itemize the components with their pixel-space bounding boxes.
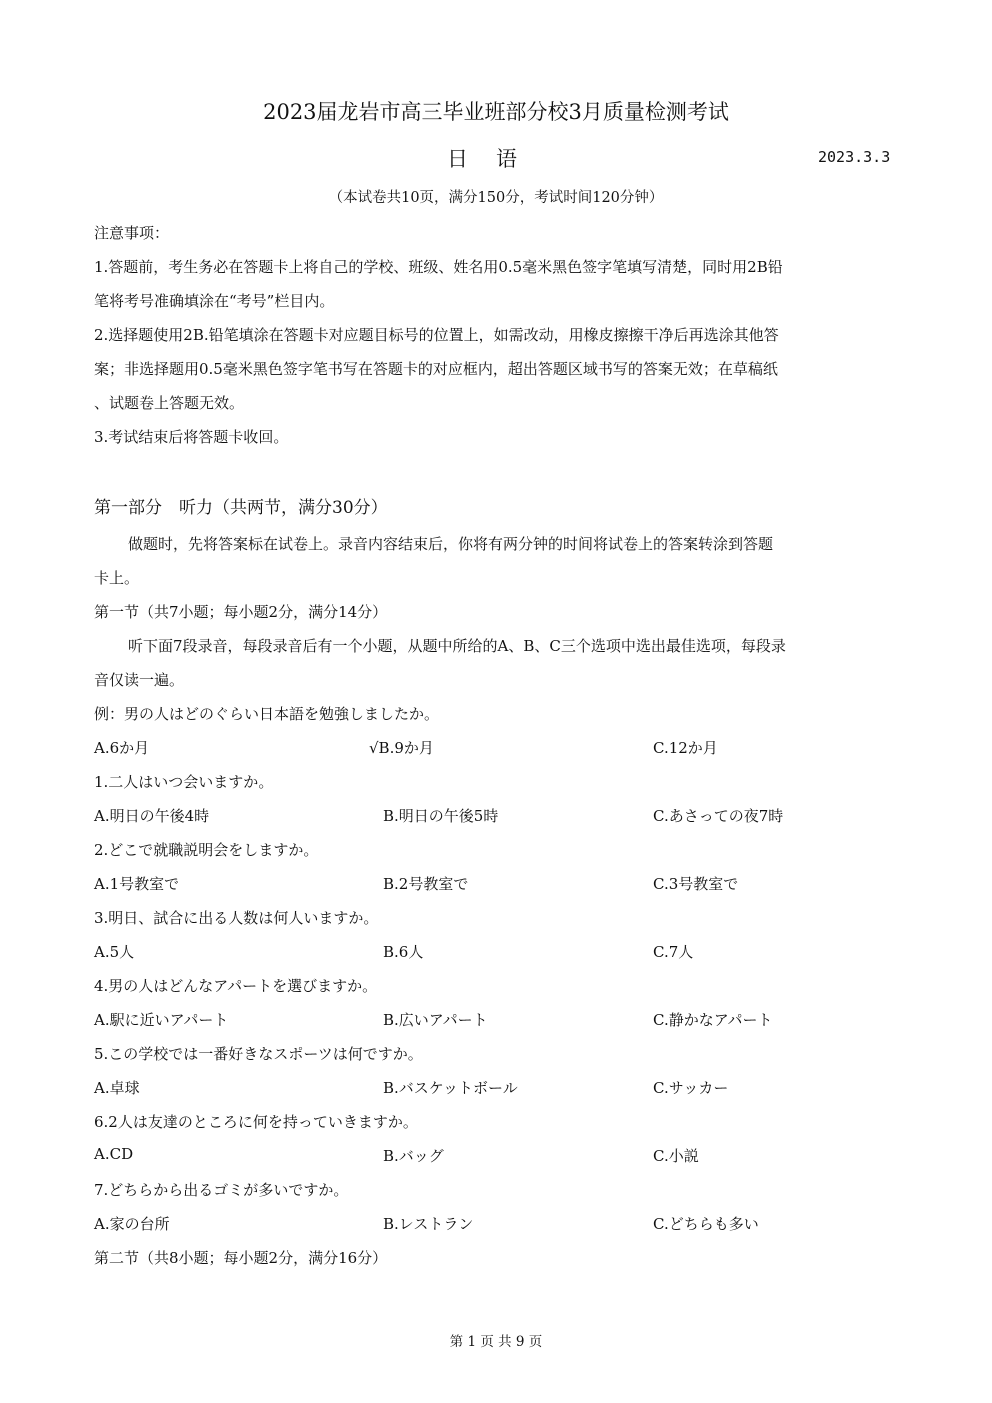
question-7-option-a: A.家の台所 <box>94 1215 170 1233</box>
question-5-option-c: C.サッカー <box>653 1079 729 1097</box>
question-3-option-c: C.7人 <box>653 943 694 961</box>
question-7: 7.どちらから出るゴミが多いですか。 <box>94 1181 349 1199</box>
section1-heading: 第一节（共7小题；每小题2分，满分14分） <box>94 603 388 621</box>
section1-intro-line-1: 听下面7段录音，每段录音后有一个小题，从题中所给的A、B、C三个选项中选出最佳选项，每段录 <box>128 637 786 655</box>
question-3-option-b: B.6人 <box>383 943 424 961</box>
example-option-c: C.12か月 <box>653 739 718 757</box>
page-number: 第 1 页 共 9 页 <box>449 1334 543 1350</box>
notice-item-1-line-1: 1.答题前，考生务必在答题卡上将自己的学校、班级、姓名用0.5毫米黑色签字笔填写清楚，同时用2B铅 <box>94 258 783 276</box>
question-3-option-a: A.5人 <box>94 943 135 961</box>
notice-item-1-line-2: 笔将考号准确填涂在“考号”栏目内。 <box>94 292 335 310</box>
question-5: 5.この学校では一番好きなスポーツは何ですか。 <box>94 1045 423 1063</box>
question-1-option-c: C.あさっての夜7時 <box>653 807 784 825</box>
part1-intro-line-2: 卡上。 <box>94 569 140 587</box>
question-1-option-b: B.明日の午後5時 <box>383 807 499 825</box>
example-option-a: A.6か月 <box>94 739 150 757</box>
question-4: 4.男の人はどんなアパートを選びますか。 <box>94 977 378 995</box>
question-7-option-c: C.どちらも多い <box>653 1215 759 1233</box>
question-4-option-a: A.駅に近いアパート <box>94 1011 229 1029</box>
question-6-option-a: A.CD <box>94 1145 134 1163</box>
notice-item-2-line-2: 案；非选择题用0.5毫米黑色签字笔书写在答题卡的对应框内，超出答题区域书写的答案无效；在草稿纸 <box>94 360 778 378</box>
exam-date: 2023.3.3 <box>818 148 891 166</box>
question-5-option-a: A.卓球 <box>94 1079 140 1097</box>
notice-item-2-line-1: 2.选择题使用2B.铅笔填涂在答题卡对应题目标号的位置上，如需改动，用橡皮擦擦干净后再选涂其他答 <box>94 326 779 344</box>
example-option-b-answer: √B.9か月 <box>369 739 434 757</box>
question-2-option-b: B.2号教室で <box>383 875 469 893</box>
subject-title: 日语 <box>447 147 545 171</box>
question-3: 3.明日、試合に出る人数は何人いますか。 <box>94 909 379 927</box>
exam-title: 2023届龙岩市高三毕业班部分校3月质量检测考试 <box>263 100 729 124</box>
question-6: 6.2人は友達のところに何を持っていきますか。 <box>94 1113 418 1131</box>
section1-intro-line-2: 音仅读一遍。 <box>94 671 185 689</box>
question-2: 2.どこで就職説明会をしますか。 <box>94 841 319 859</box>
question-1-option-a: A.明日の午後4時 <box>94 807 210 825</box>
example-question: 例：男の人はどのぐらい日本語を勉強しましたか。 <box>94 705 440 723</box>
notice-heading: 注意事项： <box>94 224 170 242</box>
part1-heading: 第一部分 听力（共两节，满分30分） <box>94 498 388 518</box>
question-7-option-b: B.レストラン <box>383 1215 474 1233</box>
question-4-option-b: B.広いアパート <box>383 1011 488 1029</box>
part1-intro-line-1: 做题时，先将答案标在试卷上。录音内容结束后，你将有两分钟的时间将试卷上的答案转涂到答题 <box>128 535 774 553</box>
question-5-option-b: B.バスケットボール <box>383 1079 518 1097</box>
notice-item-3: 3.考试结束后将答题卡收回。 <box>94 428 289 446</box>
question-2-option-c: C.3号教室で <box>653 875 739 893</box>
question-6-option-b: B.バッグ <box>383 1147 444 1165</box>
exam-info: （本试卷共10页，满分150分，考试时间120分钟） <box>328 190 664 206</box>
question-2-option-a: A.1号教室で <box>94 875 180 893</box>
notice-item-2-line-3: 、试题卷上答题无效。 <box>94 394 245 412</box>
question-4-option-c: C.静かなアパート <box>653 1011 773 1029</box>
question-1: 1.二人はいつ会いますか。 <box>94 773 274 791</box>
section2-heading: 第二节（共8小题；每小题2分，满分16分） <box>94 1249 388 1267</box>
question-6-option-c: C.小説 <box>653 1147 699 1165</box>
